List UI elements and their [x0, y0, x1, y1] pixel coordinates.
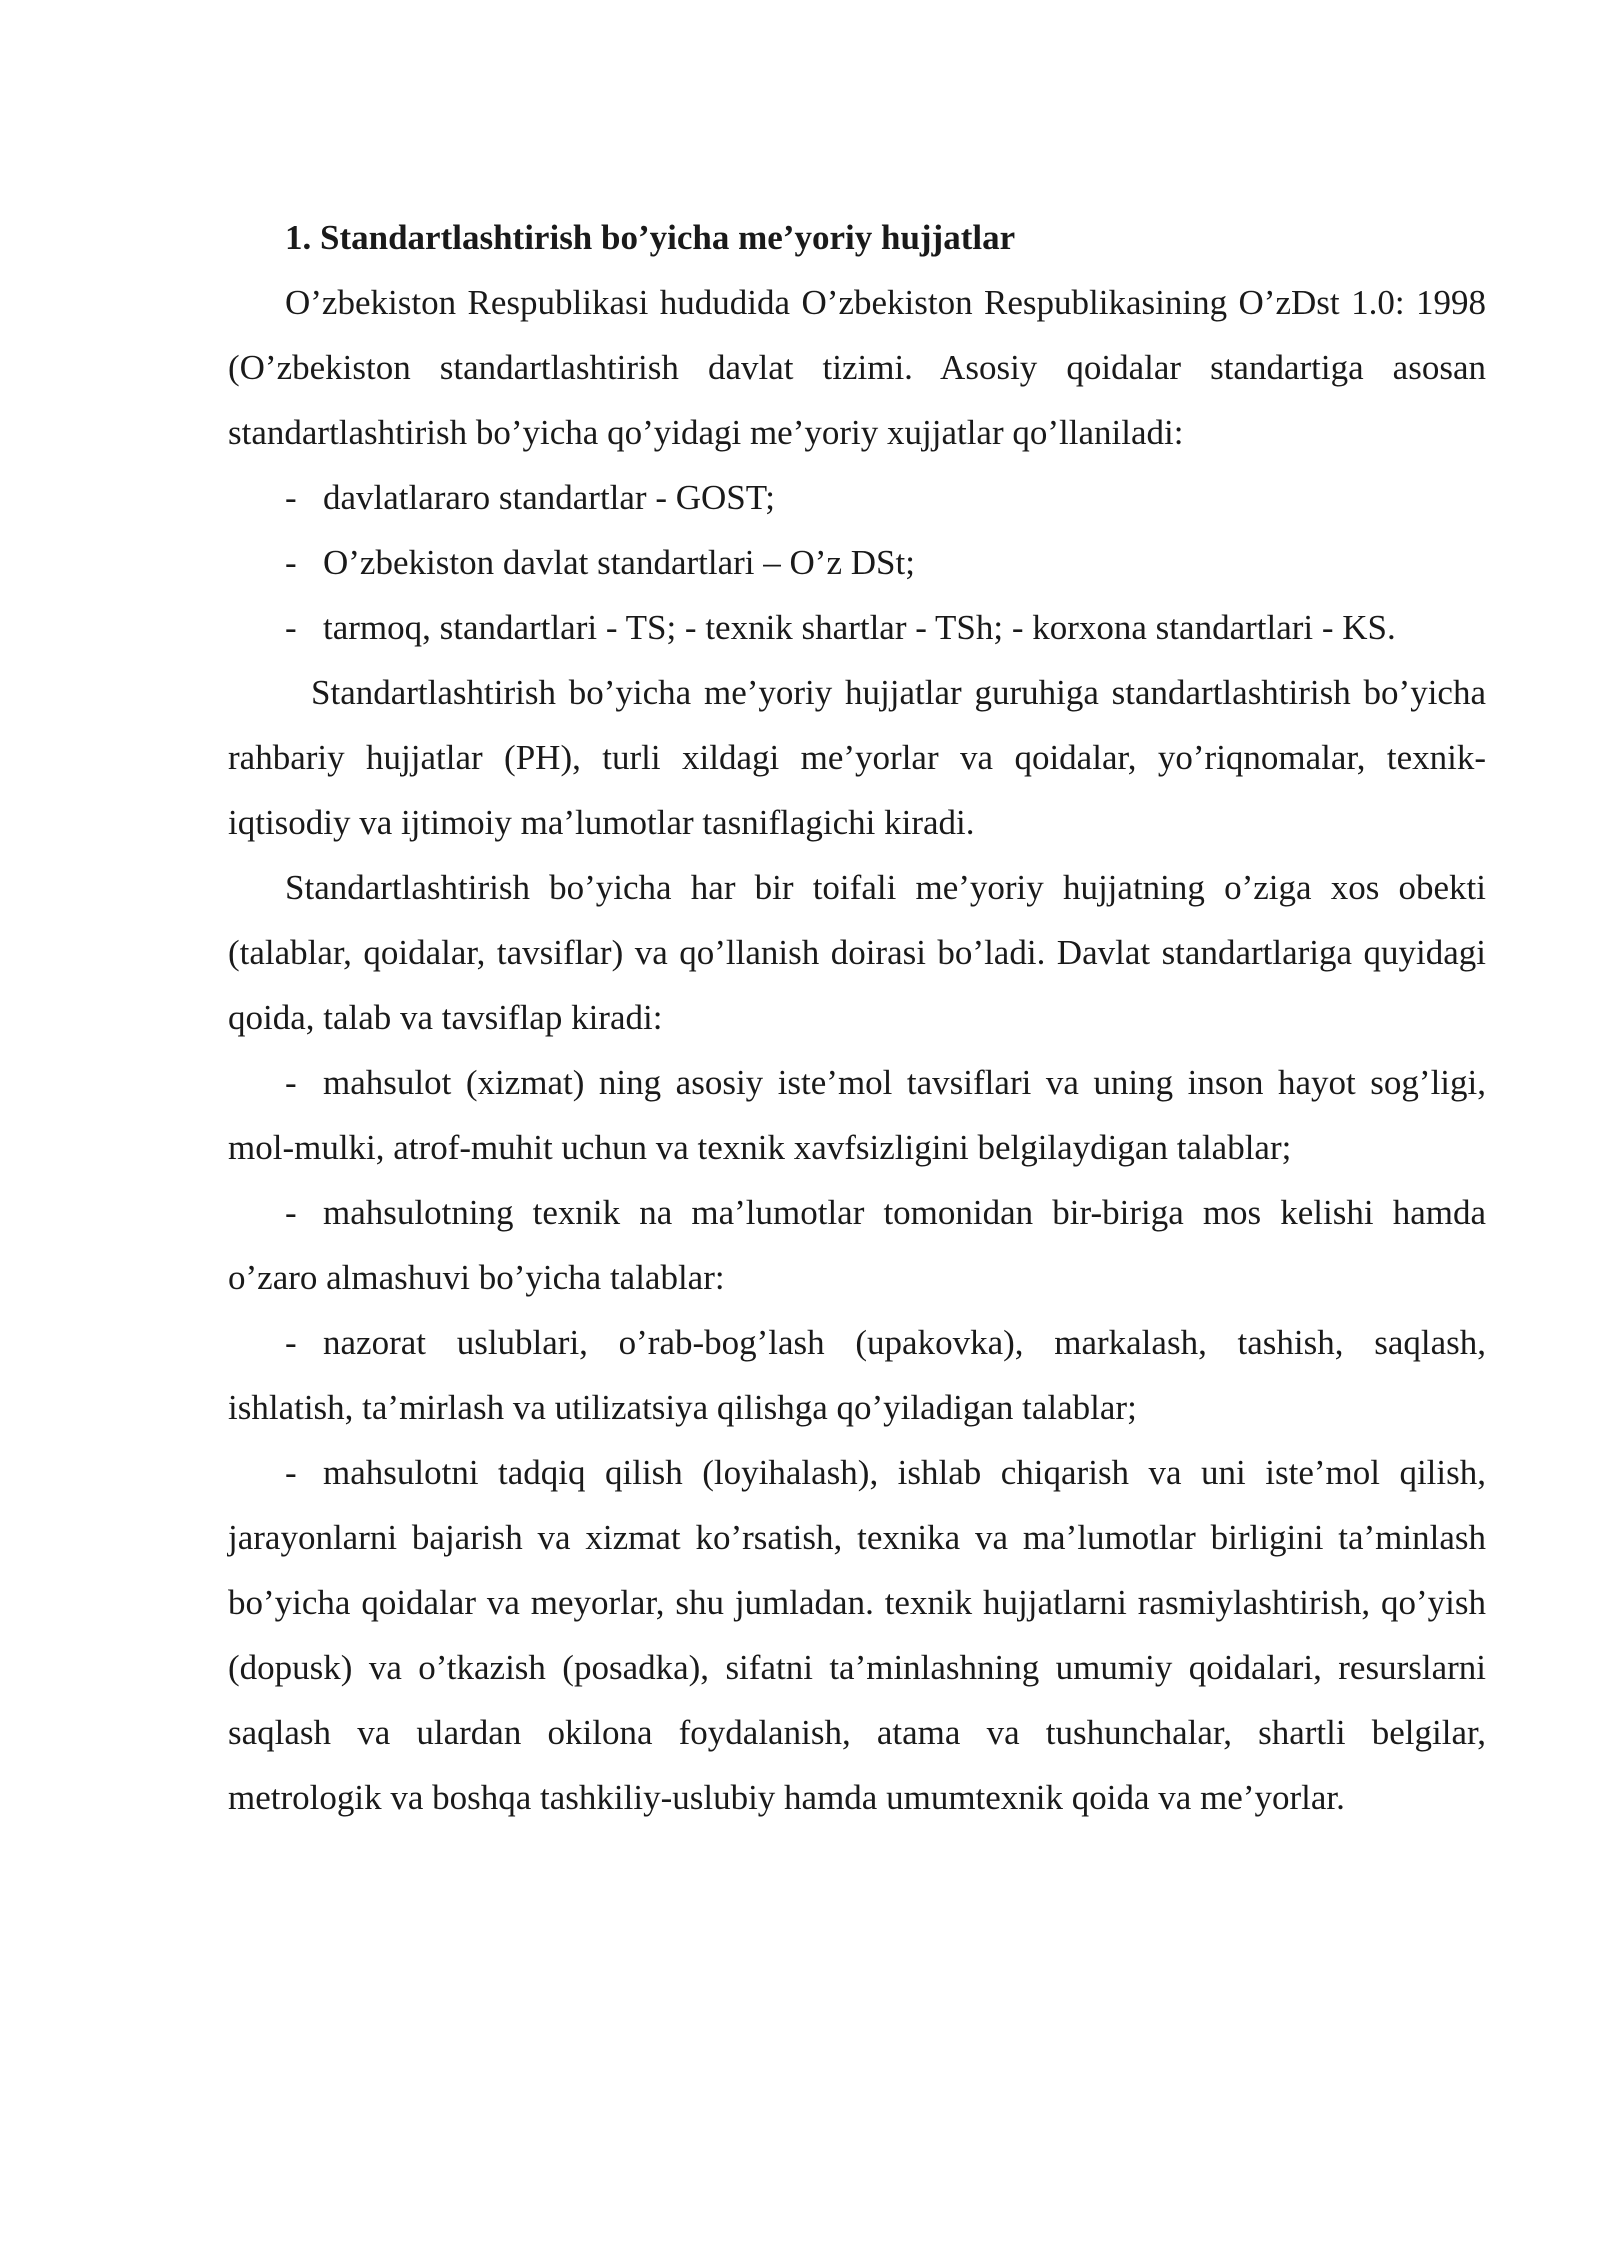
list-dash: - — [285, 1453, 297, 1492]
list-item — [228, 1440, 1486, 1830]
list-item — [228, 530, 1486, 595]
intro-paragraph: O’zbekiston Respublikasi hududida O’zbekiston Respublikasining O’zDst 1.0: 1998 (O’zbekiston standartlashtirish davlat tizimi. Asosiy qoidalar standartiga asosan standartlashtirish bo’yicha qo’yidagi me’yoriy xujjatlar qo’llaniladi: — [228, 283, 1486, 452]
list-item — [228, 1050, 1486, 1180]
list-item — [228, 1180, 1486, 1310]
list-item-text: nazorat uslublari, o’rab-bog’lash (upakovka), markalash, tashish, saqlash, ishlatish, ta’mirlash va utilizatsiya qilishga qo’yiladigan talablar; — [228, 1323, 1486, 1427]
list-item-text: mahsulotning texnik na ma’lumotlar tomonidan bir-biriga mos kelishi hamda o’zaro almashuvi bo’yicha talablar: — [228, 1193, 1486, 1297]
list-dash: - — [285, 1323, 297, 1362]
list-dash: - — [285, 543, 297, 582]
list-item-text: tarmoq, standartlari - TS; - texnik shartlar - TSh; - korxona standartlari - KS. — [323, 608, 1396, 647]
list-dash: - — [285, 608, 297, 647]
list-dash: - — [285, 478, 297, 517]
document-page — [228, 205, 1486, 1830]
list-item — [228, 595, 1486, 660]
list-item-text: davlatlararo standartlar - GOST; — [323, 478, 775, 517]
list-dash: - — [285, 1193, 297, 1232]
section-heading: 1. Standartlashtirish bo’yicha me’yoriy hujjatlar — [285, 218, 1016, 257]
list-item — [228, 1310, 1486, 1440]
list-item-text: mahsulotni tadqiq qilish (loyihalash), ishlab chiqarish va uni iste’mol qilish, jarayonlarni bajarish va xizmat ko’rsatish, texnika va ma’lumotlar birligini ta’minlash bo’yicha qoidalar va meyorlar, shu jumladan. texnik hujjatlarni rasmiylashtirish, qo’yish (dopusk) va o’tkazish (posadka), sifatni ta’minlashning umumiy qoidalari, resurslarni saqlash va ulardan okilona foydalanish, atama va tushunchalar, shartli belgilar, metrologik va boshqa tashkiliy-uslubiy hamda umumtexnik qoida va me’yorlar. — [228, 1453, 1486, 1817]
list-item-text: mahsulot (xizmat) ning asosiy iste’mol tavsiflari va uning inson hayot sog’ligi, mol-mulki, atrof-muhit uchun va texnik xavfsizligini belgilaydigan talablar; — [228, 1063, 1486, 1167]
guide-documents-paragraph: Standartlashtirish bo’yicha me’yoriy hujjatlar guruhiga standartlashtirish bo’yicha rahbariy hujjatlar (PH), turli xildagi me’yorlar va qoidalar, yo’riqnomalar, texnik-iqtisodiy va ijtimoiy ma’lumotlar tasniflagichi kiradi. — [228, 673, 1486, 842]
list-dash: - — [285, 1063, 297, 1102]
list-item — [228, 465, 1486, 530]
list-item-text: O’zbekiston davlat standartlari – O’z DSt; — [323, 543, 915, 582]
state-standards-paragraph: Standartlashtirish bo’yicha har bir toifali me’yoriy hujjatning o’ziga xos obekti (talablar, qoidalar, tavsiflar) va qo’llanish doirasi bo’ladi. Davlat standartlariga quyidagi qoida, talab va tavsiflap kiradi: — [228, 868, 1486, 1037]
